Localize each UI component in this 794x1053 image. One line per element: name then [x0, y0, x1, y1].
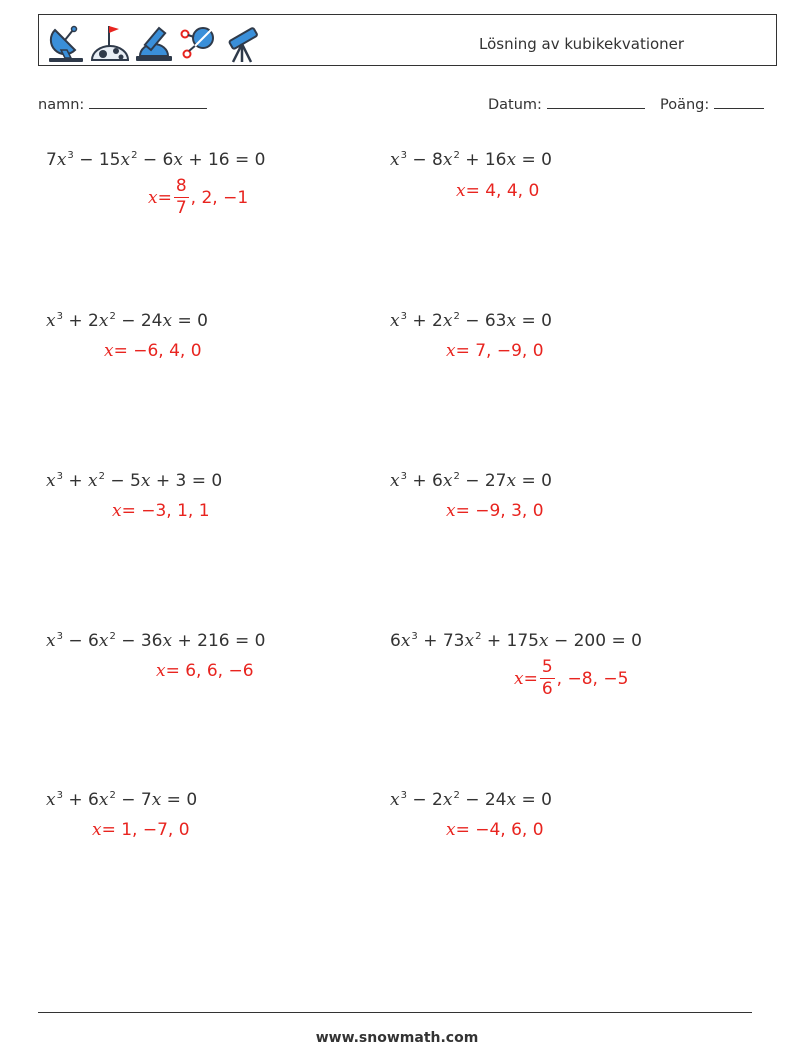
- problem-equation: $x^3 + 2x^2 - 63x = 0$: [390, 311, 552, 331]
- problem-answer: x = −9, 3, 0: [446, 501, 544, 521]
- telescope-icon: [221, 20, 263, 64]
- problem-equation: $6x^3 + 73x^2 + 175x - 200 = 0$: [390, 631, 642, 651]
- problem-answer: x = −4, 6, 0: [446, 820, 544, 840]
- molecule-icon: [177, 20, 219, 64]
- name-field: [38, 96, 207, 113]
- score-field: [660, 96, 764, 113]
- moon-flag-icon: [89, 20, 131, 64]
- header-box: [38, 14, 777, 66]
- date-field: [488, 96, 645, 113]
- problem-equation: $x^3 - 8x^2 + 16x = 0$: [390, 150, 552, 170]
- name-line[interactable]: [89, 96, 207, 109]
- date-label: Datum:: [488, 97, 542, 113]
- date-line[interactable]: [547, 96, 645, 109]
- problem-answer: x = −3, 1, 1: [112, 501, 210, 521]
- problem-equation: $x^3 + 6x^2 - 27x = 0$: [390, 471, 552, 491]
- footer-website: www.snowmath.com: [315, 1030, 479, 1046]
- problem-answer: x = 4, 4, 0: [456, 181, 540, 201]
- header-icons: [45, 20, 263, 64]
- problem-equation: $x^3 + 6x^2 - 7x = 0$: [46, 790, 198, 810]
- satellite-dish-icon: [45, 20, 87, 64]
- problem-answer: x = −6, 4, 0: [104, 341, 202, 361]
- footer-divider: [38, 1012, 752, 1013]
- score-label: Poäng:: [660, 97, 710, 113]
- score-line[interactable]: [714, 96, 764, 109]
- problem-answer: x = 1, −7, 0: [92, 820, 190, 840]
- problem-equation: $x^3 - 2x^2 - 24x = 0$: [390, 790, 552, 810]
- problem-answer: x = 6, 6, −6: [156, 661, 254, 681]
- name-label: namn:: [38, 97, 85, 113]
- problem-answer: x = $\frac{8}{7}$ , 2, −1: [148, 176, 249, 218]
- problem-equation: $x^3 + x^2 - 5x + 3 = 0$: [46, 471, 223, 491]
- problem-answer: x = $\frac{5}{6}$ , −8, −5: [514, 657, 629, 699]
- telescope-dome-icon: [133, 20, 175, 64]
- page-title: Lösning av kubikekvationer: [479, 35, 685, 53]
- problem-equation: $x^3 - 6x^2 - 36x + 216 = 0$: [46, 631, 266, 651]
- problem-equation: $7x^3 - 15x^2 - 6x + 16 = 0$: [46, 150, 266, 170]
- problem-equation: $x^3 + 2x^2 - 24x = 0$: [46, 311, 208, 331]
- problem-answer: x = 7, −9, 0: [446, 341, 544, 361]
